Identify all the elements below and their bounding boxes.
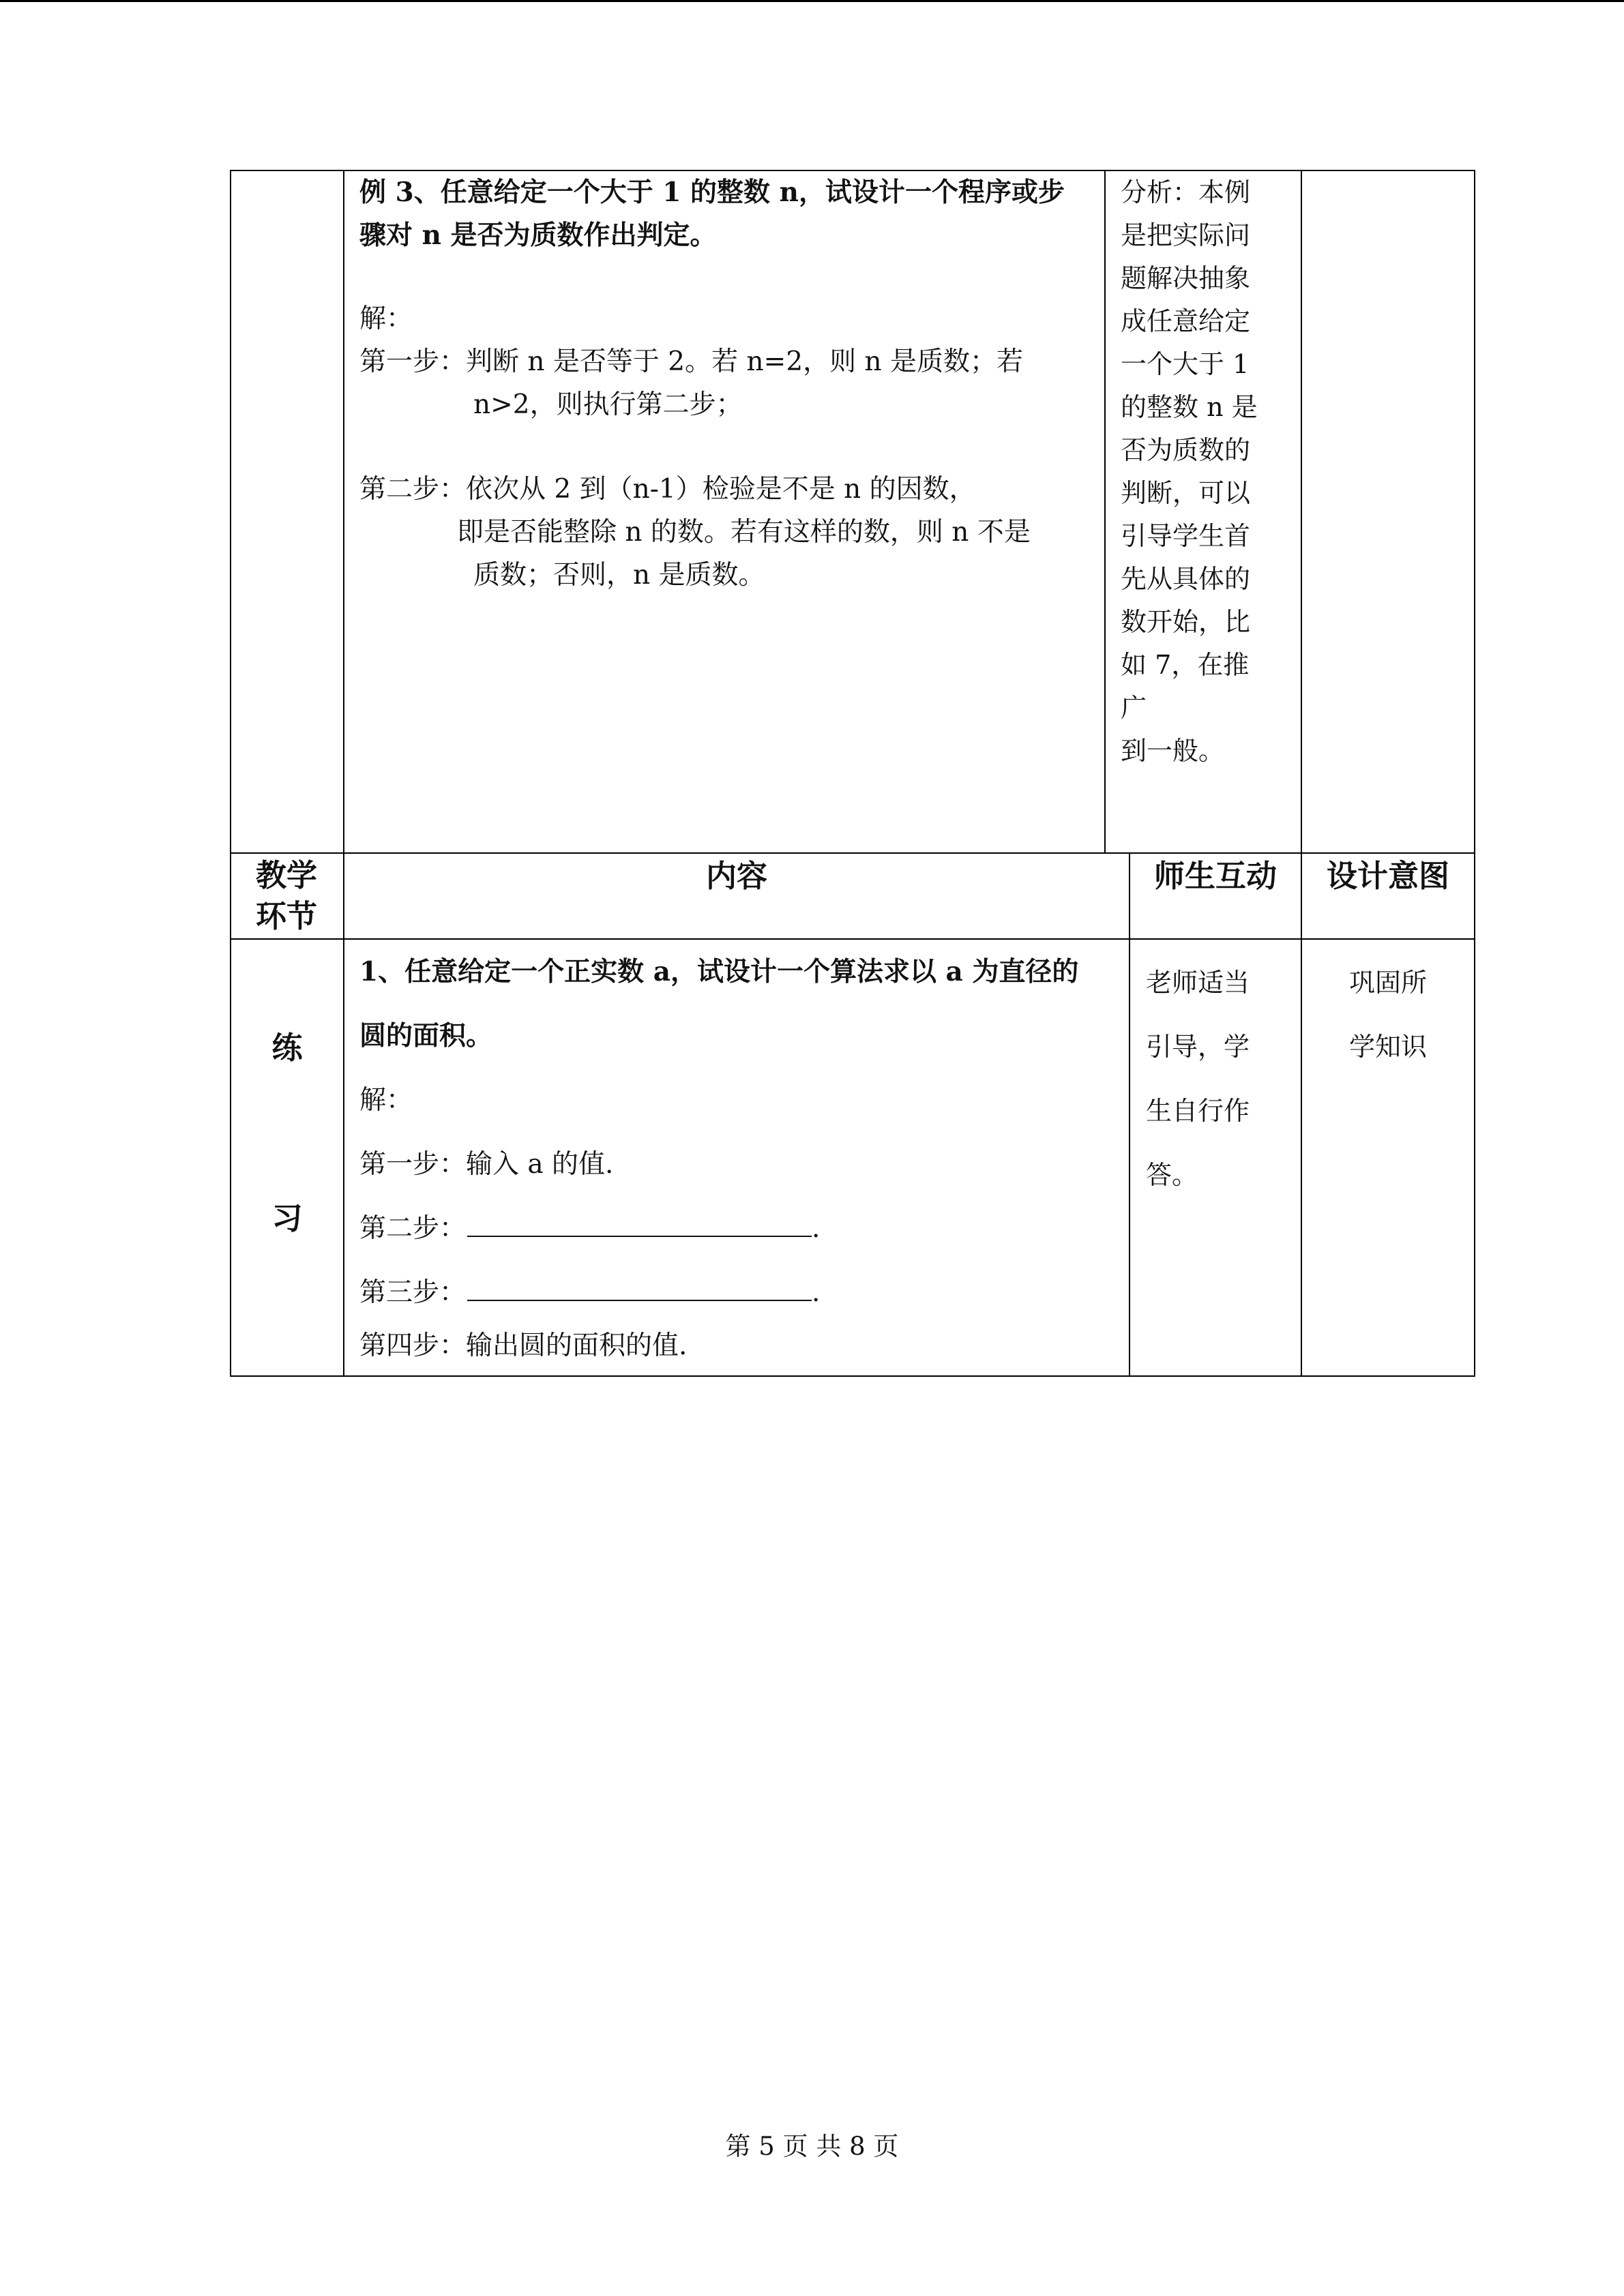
practice-step4: 第四步：输出圆的面积的值. xyxy=(359,1330,688,1361)
analysis-line: 先从具体的 xyxy=(1121,564,1251,594)
analysis-line: 的整数 n 是 xyxy=(1121,392,1258,422)
example-step1-line2: n>2，则执行第二步； xyxy=(473,389,743,420)
practice-step2-label: 第二步： xyxy=(359,1213,467,1244)
example-title-line1: 例 3、任意给定一个大于 1 的整数 n，试设计一个程序或步 xyxy=(359,177,1065,208)
practice-design-intent xyxy=(1302,951,1474,1079)
practice-solution-label: 解： xyxy=(359,1085,413,1116)
practice-step3-label: 第三步： xyxy=(359,1277,467,1308)
table-bottom-border xyxy=(230,1375,1475,1377)
header-interaction: 师生互动 xyxy=(1153,858,1277,894)
page-top-border xyxy=(0,0,1624,2)
analysis-line: 题解决抽象 xyxy=(1121,263,1251,293)
practice-interaction-note xyxy=(1146,951,1289,1207)
example-step2-line2: 即是否能整除 n 的数。若有这样的数，则 n 不是 xyxy=(457,517,1031,548)
practice-step2 xyxy=(359,1207,820,1250)
example-solution-label: 解： xyxy=(359,303,413,334)
interaction-line: 老师适当 xyxy=(1146,968,1250,998)
example-step2-line1: 第二步：依次从 2 到（n-1）检验是不是 n 的因数， xyxy=(359,474,976,505)
example-title-line2: 骤对 n 是否为质数作出判定。 xyxy=(359,220,717,251)
analysis-line: 如 7，在推广 xyxy=(1121,650,1250,723)
header-bottom-divider xyxy=(230,938,1475,940)
interaction-line: 引导，学 xyxy=(1146,1032,1250,1062)
analysis-line: 一个大于 1 xyxy=(1121,349,1250,379)
practice-step2-end: . xyxy=(812,1213,821,1244)
analysis-line: 判断，可以 xyxy=(1121,478,1251,508)
example-step1-line1: 第一步：判断 n 是否等于 2。若 n=2，则 n 是质数；若 xyxy=(359,346,1024,377)
analysis-line: 引导学生首 xyxy=(1121,521,1251,551)
analysis-line: 分析：本例 xyxy=(1121,177,1251,207)
section-column-divider xyxy=(343,170,344,1377)
step3-answer-blank xyxy=(467,1279,812,1301)
header-top-divider xyxy=(230,852,1475,854)
analysis-line: 是把实际问 xyxy=(1121,220,1251,250)
practice-step1: 第一步：输入 a 的值. xyxy=(359,1149,614,1180)
practice-step3-end: . xyxy=(812,1277,821,1308)
analysis-column-divider-upper xyxy=(1104,170,1106,854)
intent-line: 巩固所 xyxy=(1348,968,1427,998)
interaction-column-divider-lower xyxy=(1129,852,1130,1377)
step2-answer-blank xyxy=(467,1215,812,1237)
header-design-intent: 设计意图 xyxy=(1326,858,1449,894)
page-number-footer: 第 5 页 共 8 页 xyxy=(725,2132,899,2161)
interaction-line: 答。 xyxy=(1146,1160,1198,1190)
analysis-line: 成任意给定 xyxy=(1121,306,1251,336)
table-right-border xyxy=(1474,170,1475,1377)
analysis-line: 数开始，比 xyxy=(1121,607,1251,637)
practice-question-line1: 1、任意给定一个正实数 a，试设计一个算法求以 a 为直径的 xyxy=(359,956,1079,987)
intent-line: 学知识 xyxy=(1348,1032,1427,1062)
interaction-line: 生自行作 xyxy=(1146,1096,1250,1126)
practice-step3 xyxy=(359,1271,820,1314)
intent-column-divider xyxy=(1301,170,1302,1377)
practice-question-line2: 圆的面积。 xyxy=(359,1020,493,1052)
header-content: 内容 xyxy=(705,858,767,894)
practice-section-char1: 练 xyxy=(271,1030,303,1066)
analysis-note xyxy=(1121,171,1264,773)
practice-section-char2: 习 xyxy=(271,1200,303,1236)
table-left-border xyxy=(230,170,231,1377)
header-teaching-section: 教学环节 xyxy=(255,857,317,934)
analysis-line: 否为质数的 xyxy=(1121,435,1251,465)
example-step2-line3: 质数；否则，n 是质数。 xyxy=(473,560,765,591)
analysis-line: 到一般。 xyxy=(1121,736,1225,766)
